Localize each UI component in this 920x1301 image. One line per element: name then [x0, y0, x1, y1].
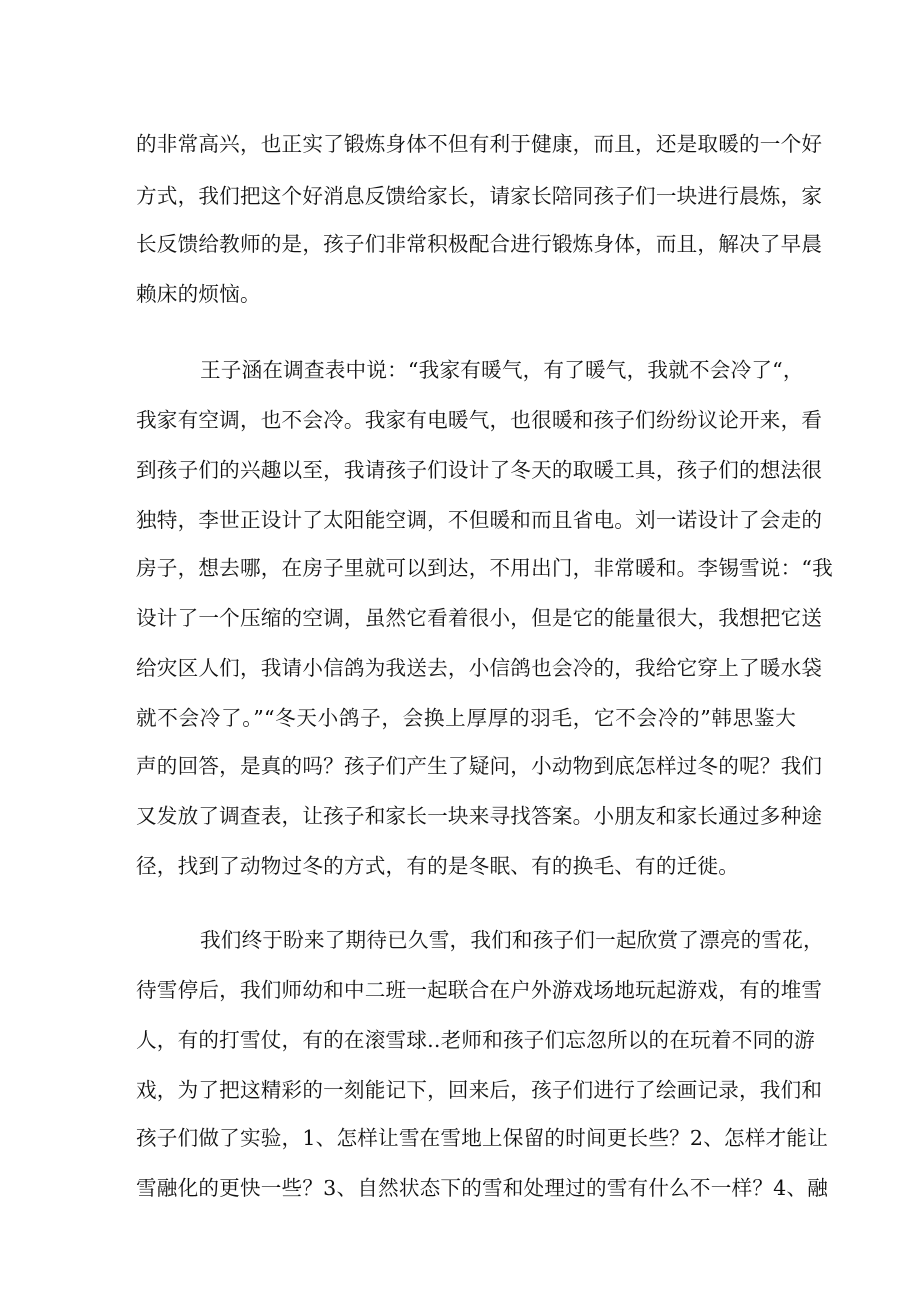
paragraph-3-line-3: 人，有的打雪仗，有的在滚雪球..老师和孩子们忘忽所以的在玩着不同的游: [136, 1028, 815, 1052]
paragraph-2-line-3: 到孩子们的兴趣以至，我请孩子们设计了冬天的取暖工具，孩子们的想法很: [136, 458, 823, 482]
paragraph-2-line-5: 房子，想去哪，在房子里就可以到达，不用出门，非常暖和。李锡雪说：“我: [136, 556, 833, 580]
paragraph-2-line-6: 设计了一个压缩的空调，虽然它看着很小，但是它的能量很大，我想把它送: [136, 606, 823, 630]
paragraph-3-line-6: 雪融化的更快一些？3、自然状态下的雪和处理过的雪有什么不一样？4、融: [136, 1176, 829, 1200]
paragraph-2-line-9: 声的回答，是真的吗？孩子们产生了疑问，小动物到底怎样过冬的呢？我们: [136, 754, 823, 778]
paragraph-1-line-3: 长反馈给教师的是，孩子们非常积极配合进行锻炼身体，而且，解决了早晨: [136, 232, 823, 256]
paragraph-3-line-4: 戏，为了把这精彩的一刻能记下，回来后，孩子们进行了绘画记录，我们和: [136, 1078, 823, 1102]
paragraph-2-line-10: 又发放了调查表，让孩子和家长一块来寻找答案。小朋友和家长通过多种途: [136, 804, 823, 828]
paragraph-2-line-7: 给灾区人们，我请小信鸽为我送去，小信鸽也会冷的，我给它穿上了暖水袋: [136, 656, 823, 680]
paragraph-3-line-5: 孩子们做了实验，1、怎样让雪在雪地上保留的时间更长些？2、怎样才能让: [136, 1126, 829, 1150]
paragraph-2-line-4: 独特，李世正设计了太阳能空调，不但暖和而且省电。刘一诺设计了会走的: [136, 508, 823, 532]
paragraph-2-line-1: 王子涵在调查表中说：“我家有暖气，有了暖气，我就不会冷了“，: [200, 358, 804, 382]
paragraph-2-line-8: 就不会冷了。”“冬天小鸽子，会换上厚厚的羽毛，它不会冷的”韩思鉴大: [136, 706, 796, 730]
paragraph-3-line-1: 我们终于盼来了期待已久雪，我们和孩子们一起欣赏了漂亮的雪花，: [200, 928, 824, 952]
paragraph-1-line-1: 的非常高兴，也正实了锻炼身体不但有利于健康，而且，还是取暖的一个好: [136, 132, 823, 156]
paragraph-1-line-4: 赖床的烦恼。: [136, 282, 261, 306]
paragraph-2-line-11: 径，找到了动物过冬的方式，有的是冬眠、有的换毛、有的迁徙。: [136, 854, 740, 878]
paragraph-3-line-2: 待雪停后，我们师幼和中二班一起联合在户外游戏场地玩起游戏，有的堆雪: [136, 978, 823, 1002]
paragraph-2-line-2: 我家有空调，也不会冷。我家有电暖气，也很暖和孩子们纷纷议论开来，看: [136, 408, 823, 432]
paragraph-1-line-2: 方式，我们把这个好消息反馈给家长，请家长陪同孩子们一块进行晨炼，家: [136, 184, 823, 208]
